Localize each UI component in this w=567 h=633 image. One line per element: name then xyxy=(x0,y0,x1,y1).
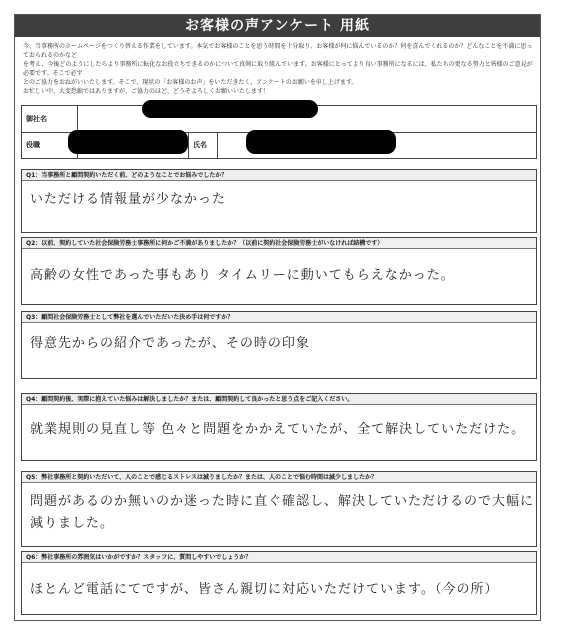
name-label: 氏名 xyxy=(188,132,218,158)
intro-line: お忙しい中、大変恐縮ではありますが、ご協力のほど、どうぞよろしくお願いいたします！ xyxy=(23,88,270,95)
handwritten-answer: 就業規則の見直し等 色々と問題をかかえていたが、全て解決していただけた。 xyxy=(30,422,526,437)
customer-info-table xyxy=(21,105,537,159)
question-text: Q4：顧問契約後、実際に抱えていた悩みは解決しましたか？または、顧問契約して良かったと思う点をご記入ください。 xyxy=(22,394,536,405)
handwritten-answer: 問題があるのか無いのか迷った時に直ぐ確認し、解決していただけるので大幅に xyxy=(30,494,535,509)
questionnaire-sheet xyxy=(14,14,541,621)
question-text: Q5：弊社事務所と契約いただいて、人のことで感じるストレスは減りましたか？または、人のことで悩む時間は減少しましたか？ xyxy=(22,472,536,483)
redaction-mark xyxy=(142,100,318,118)
question-block-q4 xyxy=(21,393,537,461)
question-block-q3 xyxy=(21,311,537,379)
question-block-q2 xyxy=(21,237,537,305)
question-block-q6 xyxy=(21,551,537,615)
position-label: 役職 xyxy=(22,132,78,158)
question-block-q1 xyxy=(21,169,537,233)
question-text: Q1：当事務所と顧問契約いただく前、どのようなことでお悩みでしたか？ xyxy=(22,170,536,181)
question-text: Q6：弊社事務所の雰囲気はいかがですか？スタッフに、質問しやすいでしょうか？ xyxy=(22,552,536,563)
handwritten-answer: ほとんど電話にてですが、皆さん親切に対応いただけています。（今の所） xyxy=(30,582,499,597)
intro-line: とのご協力をおねがいいたします。そこで、現状の「お客様のお声」をいただきたく、アンケートのお願いを申し上げます。 xyxy=(23,79,358,86)
question-block-q5 xyxy=(21,471,537,547)
handwritten-answer: いただける情報量が少なかった xyxy=(30,192,227,207)
handwritten-answer: 高齢の女性であった事もあり タイムリーに動いてもらえなかった。 xyxy=(30,268,455,283)
intro-line: を考え、今後どのようにしたらより事務所に転化なお役立ちできるのかについて真剣に取り組んでいます。お客様にとってより良い事務所になるには、私たちの更なる努力と皆様のご意見が必要です。そこで必ず xyxy=(23,61,533,77)
company-row xyxy=(22,106,536,133)
intro-line: 今、当事務所のホームページをつくり替える作業をしています。本気でお客様のことを思う時間を十分取り、お客様が何に悩んでいるのか？何を喜んでくれるのか？どんなことを不満に思っておられるのかなど xyxy=(23,43,533,59)
redaction-mark xyxy=(68,130,188,154)
position-name-row xyxy=(22,132,536,158)
redaction-mark xyxy=(246,130,396,154)
intro-text xyxy=(23,42,533,96)
handwritten-answer: 得意先からの紹介であったが、その時の印象 xyxy=(30,336,310,351)
question-text: Q2：以前、契約していた社会保険労務士事務所に何かご不満がありましたか？（以前に契約社会保険労務士がいなければ結構です） xyxy=(22,238,536,249)
question-text: Q3：顧問社会保険労務士として弊社を選んでいただいた決め手は何ですか？ xyxy=(22,312,536,323)
form-title: お客様の声アンケート 用紙 xyxy=(15,15,540,37)
handwritten-answer-continued: 減りました。 xyxy=(30,516,115,531)
company-label: 御社名 xyxy=(22,106,78,132)
